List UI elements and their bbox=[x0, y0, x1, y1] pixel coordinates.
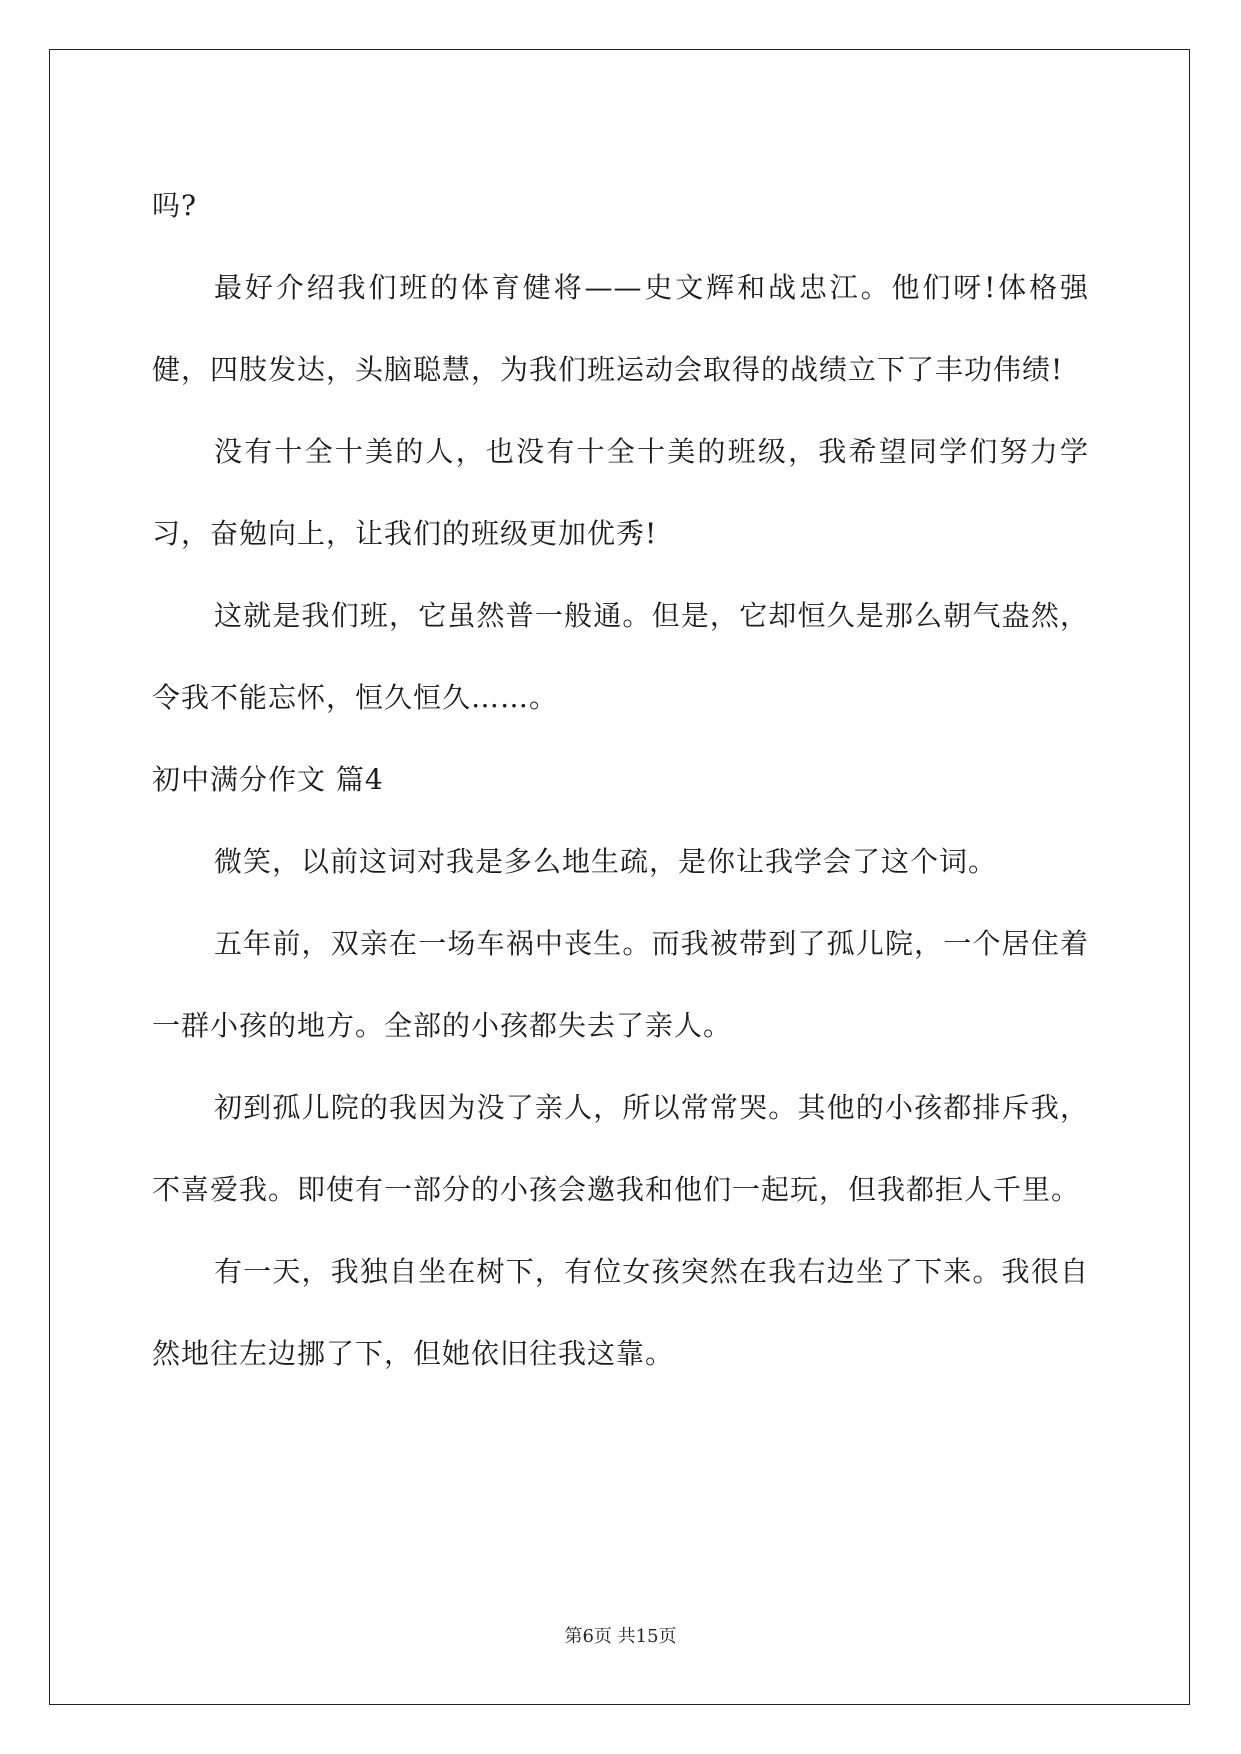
paragraph: 初到孤儿院的我因为没了亲人，所以常常哭。其他的小孩都排斥我，不喜爱我。即使有一部分的小孩会邀我和他们一起玩，但我都拒人千里。 bbox=[152, 1091, 1089, 1206]
page-footer: 第6页 共15页 bbox=[564, 1626, 677, 1647]
paragraph: 吗? bbox=[152, 189, 198, 222]
paragraph: 没有十全十美的人，也没有十全十美的班级，我希望同学们努力学习，奋勉向上，让我们的班级更加优秀! bbox=[152, 435, 1089, 550]
section-heading: 初中满分作文 篇4 bbox=[152, 763, 384, 796]
paragraph: 微笑，以前这词对我是多么地生疏，是你让我学会了这个词。 bbox=[214, 845, 998, 878]
paragraph: 五年前，双亲在一场车祸中丧生。而我被带到了孤儿院，一个居住着一群小孩的地方。全部的小孩都失去了亲人。 bbox=[152, 927, 1089, 1042]
paragraph: 最好介绍我们班的体育健将——史文辉和战忠江。他们呀!体格强健，四肢发达，头脑聪慧，为我们班运动会取得的战绩立下了丰功伟绩! bbox=[152, 271, 1089, 386]
paragraph: 有一天，我独自坐在树下，有位女孩突然在我右边坐了下来。我很自然地往左边挪了下，但她依旧往我这靠。 bbox=[152, 1255, 1089, 1370]
document-body bbox=[152, 165, 1089, 1395]
paragraph: 这就是我们班，它虽然普一般通。但是，它却恒久是那么朝气盎然，令我不能忘怀，恒久恒久……。 bbox=[152, 599, 1089, 714]
